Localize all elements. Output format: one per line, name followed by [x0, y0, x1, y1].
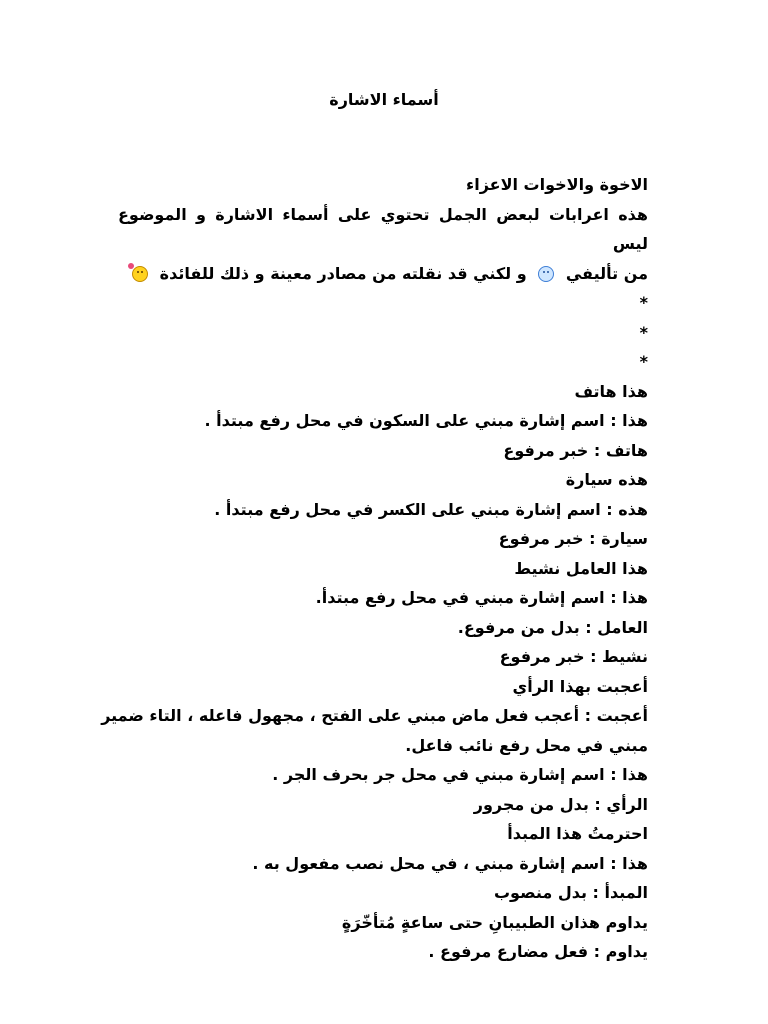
text-line: أعجبت بهذا الرأي [512, 676, 648, 696]
text-line: هذا العامل نشيط [514, 558, 648, 578]
text-line: سيارة : خبر مرفوع [498, 529, 648, 548]
smiling-face-flower-icon [132, 266, 148, 282]
document-title: أسماء الاشارة [329, 90, 439, 109]
text-line: هاتف : خبر مرفوع [503, 440, 648, 460]
text-line: أعجبت : أعجب فعل ماض مبني على الفتح ، مجهول فاعله ، التاء ضمير [101, 706, 648, 725]
separator-star-2: * [639, 322, 648, 342]
document-body [101, 170, 648, 967]
text-line: نشيط : خبر مرفوع [499, 647, 648, 666]
intro-line-1: هذه اعرابات لبعض الجمل تحتوي على أسماء الاشارة و الموضوع ليس [118, 204, 648, 253]
text-line: مبني في محل رفع نائب فاعل. [405, 735, 648, 755]
text-line: يداوم هذان الطبيبانِ حتى ساعةٍ مُتأخّرَةٍ [341, 912, 648, 932]
intro-line-2 [118, 259, 648, 289]
text-line: يداوم : فعل مضارع مرفوع . [428, 942, 648, 961]
text-line: هذا : اسم إشارة مبني في محل جر بحرف الجر . [272, 765, 648, 784]
separator-star-3: * [639, 352, 648, 371]
separator-star-1: * [639, 293, 648, 312]
intro-line-2-part-a: من تأليفي [565, 263, 648, 283]
text-line: هذا : اسم إشارة مبني في محل رفع مبتدأ. [315, 588, 648, 607]
text-line: هذه : اسم إشارة مبني على الكسر في محل رفع مبتدأ . [214, 499, 648, 519]
text-line: هذه سيارة [565, 470, 648, 489]
intro-line-2-part-b: و لكني قد نقلته من مصادر معينة و ذلك للفائدة [159, 263, 527, 283]
greeting-line: الاخوة والاخوات الاعزاء [466, 175, 648, 194]
text-line: المبدأ : بدل منصوب [493, 883, 648, 902]
text-line: هذا : اسم إشارة مبني ، في محل نصب مفعول به . [252, 853, 648, 873]
text-line: الرأي : بدل من مجرور [473, 794, 648, 814]
smiling-face-icon [538, 266, 554, 282]
text-line: العامل : بدل من مرفوع. [457, 617, 648, 637]
text-line: احترمتُ هذا المبدأ [507, 824, 648, 843]
text-line: هذا هاتف [574, 381, 648, 401]
text-line: هذا : اسم إشارة مبني على السكون في محل رفع مبتدأ . [204, 411, 648, 430]
flower-icon [128, 263, 134, 269]
